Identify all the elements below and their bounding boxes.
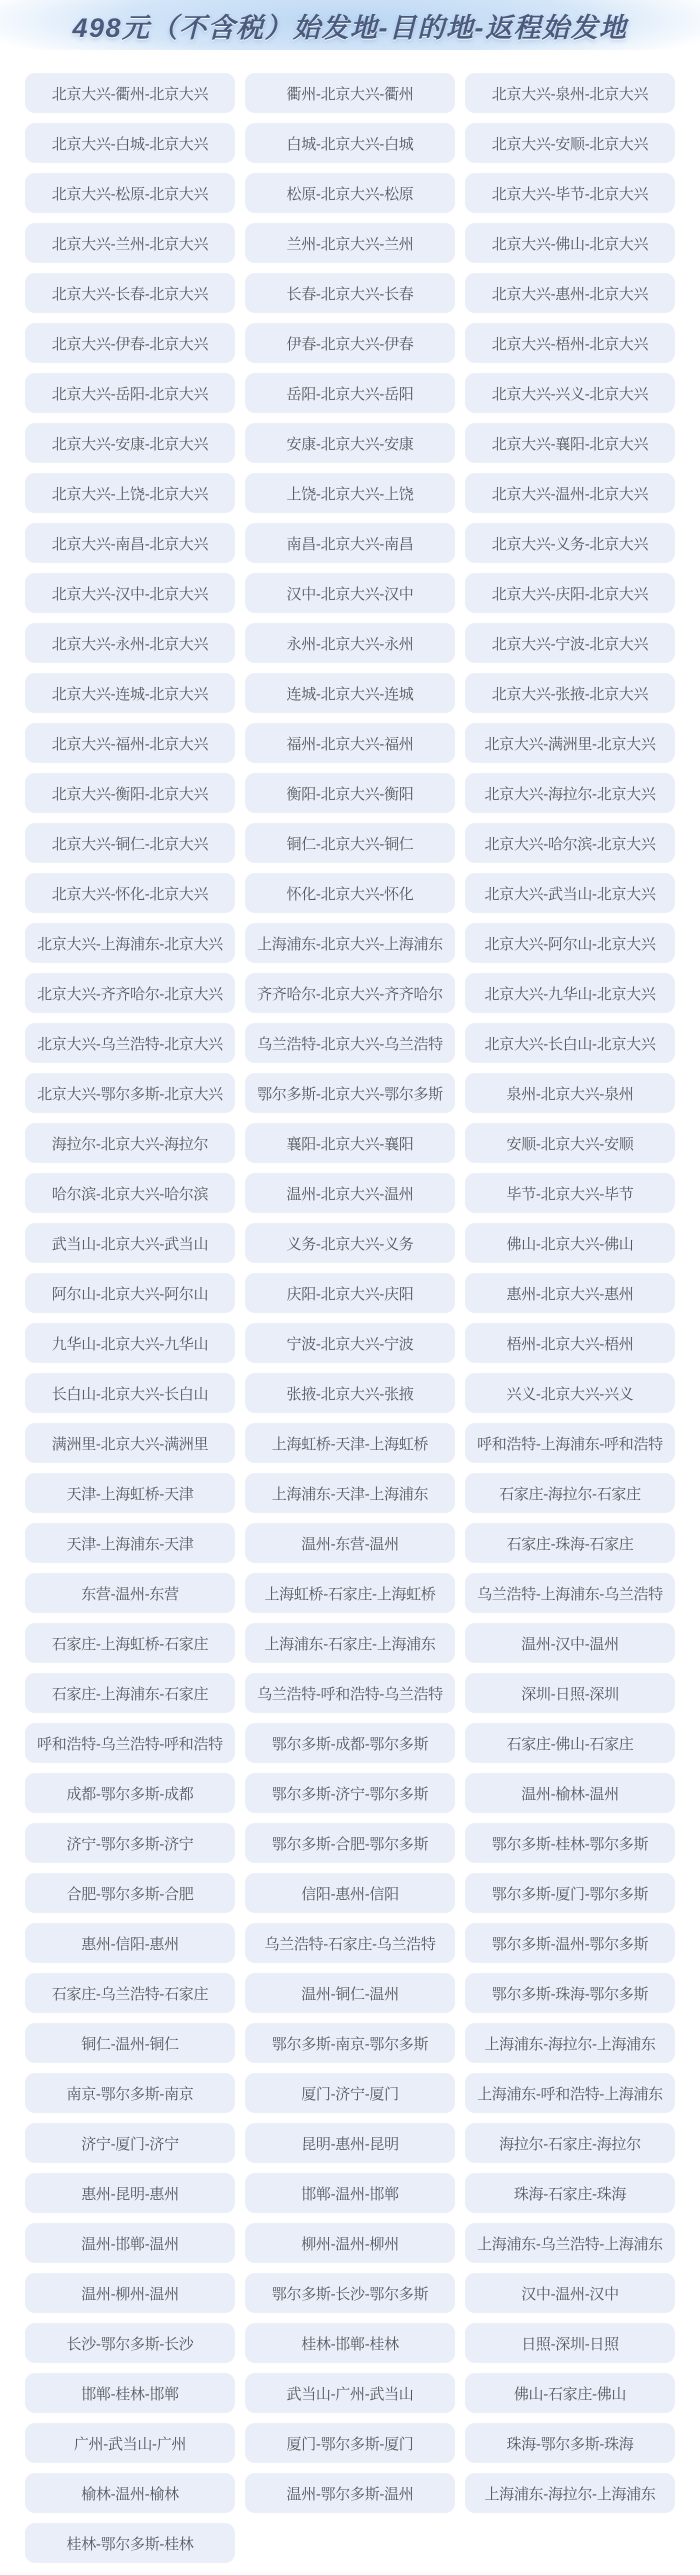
route-chip[interactable]: 海拉尔-石家庄-海拉尔 [465, 2123, 675, 2163]
route-chip[interactable]: 北京大兴-海拉尔-北京大兴 [465, 773, 675, 813]
route-chip[interactable]: 石家庄-佛山-石家庄 [465, 1723, 675, 1763]
route-chip[interactable]: 济宁-鄂尔多斯-济宁 [25, 1823, 235, 1863]
route-chip[interactable]: 温州-鄂尔多斯-温州 [245, 2473, 455, 2513]
route-chip[interactable]: 九华山-北京大兴-九华山 [25, 1323, 235, 1363]
route-chip[interactable]: 毕节-北京大兴-毕节 [465, 1173, 675, 1213]
route-chip[interactable]: 桂林-鄂尔多斯-桂林 [25, 2523, 235, 2563]
route-chip[interactable]: 长白山-北京大兴-长白山 [25, 1373, 235, 1413]
route-chip[interactable]: 上海虹桥-石家庄-上海虹桥 [245, 1573, 455, 1613]
route-chip[interactable]: 齐齐哈尔-北京大兴-齐齐哈尔 [245, 973, 455, 1013]
route-chip[interactable]: 成都-鄂尔多斯-成都 [25, 1773, 235, 1813]
route-chip[interactable]: 北京大兴-衡阳-北京大兴 [25, 773, 235, 813]
route-chip[interactable]: 石家庄-上海浦东-石家庄 [25, 1673, 235, 1713]
route-chip[interactable]: 北京大兴-伊春-北京大兴 [25, 323, 235, 363]
route-chip[interactable]: 广州-武当山-广州 [25, 2423, 235, 2463]
route-chip[interactable]: 乌兰浩特-上海浦东-乌兰浩特 [465, 1573, 675, 1613]
route-chip[interactable]: 北京大兴-梧州-北京大兴 [465, 323, 675, 363]
route-chip[interactable]: 阿尔山-北京大兴-阿尔山 [25, 1273, 235, 1313]
route-chip[interactable]: 鄂尔多斯-长沙-鄂尔多斯 [245, 2273, 455, 2313]
promo-header-banner [0, 0, 700, 50]
route-chip[interactable]: 北京大兴-白城-北京大兴 [25, 123, 235, 163]
route-chip[interactable]: 天津-上海虹桥-天津 [25, 1473, 235, 1513]
route-chip[interactable]: 义务-北京大兴-义务 [245, 1223, 455, 1263]
route-chip[interactable]: 连城-北京大兴-连城 [245, 673, 455, 713]
route-chip[interactable]: 合肥-鄂尔多斯-合肥 [25, 1873, 235, 1913]
route-chip[interactable]: 北京大兴-安顺-北京大兴 [465, 123, 675, 163]
route-chip[interactable]: 汉中-温州-汉中 [465, 2273, 675, 2313]
route-chip[interactable]: 福州-北京大兴-福州 [245, 723, 455, 763]
route-chip[interactable]: 安康-北京大兴-安康 [245, 423, 455, 463]
route-chip[interactable]: 惠州-北京大兴-惠州 [465, 1273, 675, 1313]
route-chip[interactable]: 日照-深圳-日照 [465, 2323, 675, 2363]
route-chip[interactable]: 长春-北京大兴-长春 [245, 273, 455, 313]
route-chip[interactable]: 北京大兴-武当山-北京大兴 [465, 873, 675, 913]
route-chip[interactable]: 白城-北京大兴-白城 [245, 123, 455, 163]
route-chip[interactable]: 衡阳-北京大兴-衡阳 [245, 773, 455, 813]
route-chip[interactable]: 鄂尔多斯-成都-鄂尔多斯 [245, 1723, 455, 1763]
route-chip[interactable]: 北京大兴-泉州-北京大兴 [465, 73, 675, 113]
route-chip[interactable]: 北京大兴-佛山-北京大兴 [465, 223, 675, 263]
route-chip[interactable]: 鄂尔多斯-济宁-鄂尔多斯 [245, 1773, 455, 1813]
route-chip[interactable]: 北京大兴-满洲里-北京大兴 [465, 723, 675, 763]
route-chip[interactable]: 北京大兴-阿尔山-北京大兴 [465, 923, 675, 963]
route-chip[interactable]: 上海浦东-北京大兴-上海浦东 [245, 923, 455, 963]
route-chip[interactable]: 石家庄-珠海-石家庄 [465, 1523, 675, 1563]
route-chip[interactable]: 惠州-昆明-惠州 [25, 2173, 235, 2213]
route-chip[interactable]: 昆明-惠州-昆明 [245, 2123, 455, 2163]
route-chip[interactable]: 乌兰浩特-北京大兴-乌兰浩特 [245, 1023, 455, 1063]
route-chip[interactable]: 石家庄-海拉尔-石家庄 [465, 1473, 675, 1513]
route-chip[interactable]: 深圳-日照-深圳 [465, 1673, 675, 1713]
route-chip[interactable]: 铜仁-北京大兴-铜仁 [245, 823, 455, 863]
route-chip[interactable]: 鄂尔多斯-合肥-鄂尔多斯 [245, 1823, 455, 1863]
route-chip[interactable]: 呼和浩特-乌兰浩特-呼和浩特 [25, 1723, 235, 1763]
route-chip[interactable]: 济宁-厦门-济宁 [25, 2123, 235, 2163]
route-chip[interactable]: 温州-邯郸-温州 [25, 2223, 235, 2263]
route-chip[interactable]: 松原-北京大兴-松原 [245, 173, 455, 213]
route-chip[interactable]: 石家庄-乌兰浩特-石家庄 [25, 1973, 235, 2013]
route-chip[interactable]: 佛山-石家庄-佛山 [465, 2373, 675, 2413]
route-chip[interactable]: 北京大兴-安康-北京大兴 [25, 423, 235, 463]
route-chip[interactable]: 鄂尔多斯-温州-鄂尔多斯 [465, 1923, 675, 1963]
route-chip[interactable]: 永州-北京大兴-永州 [245, 623, 455, 663]
route-chip[interactable]: 张掖-北京大兴-张掖 [245, 1373, 455, 1413]
route-chip[interactable]: 呼和浩特-上海浦东-呼和浩特 [465, 1423, 675, 1463]
route-chip[interactable]: 北京大兴-福州-北京大兴 [25, 723, 235, 763]
route-chip[interactable]: 北京大兴-九华山-北京大兴 [465, 973, 675, 1013]
route-chip[interactable]: 上海浦东-天津-上海浦东 [245, 1473, 455, 1513]
route-chip[interactable]: 北京大兴-上饶-北京大兴 [25, 473, 235, 513]
route-chip[interactable]: 怀化-北京大兴-怀化 [245, 873, 455, 913]
route-chip[interactable]: 鄂尔多斯-珠海-鄂尔多斯 [465, 1973, 675, 2013]
route-chip[interactable]: 北京大兴-怀化-北京大兴 [25, 873, 235, 913]
route-chip[interactable]: 上海浦东-海拉尔-上海浦东 [465, 2473, 675, 2513]
route-chip[interactable]: 温州-铜仁-温州 [245, 1973, 455, 2013]
route-chip[interactable]: 北京大兴-温州-北京大兴 [465, 473, 675, 513]
route-chip[interactable]: 信阳-惠州-信阳 [245, 1873, 455, 1913]
route-chip[interactable]: 厦门-济宁-厦门 [245, 2073, 455, 2113]
route-chip[interactable]: 满洲里-北京大兴-满洲里 [25, 1423, 235, 1463]
route-chip[interactable]: 石家庄-上海虹桥-石家庄 [25, 1623, 235, 1663]
route-chip[interactable]: 北京大兴-汉中-北京大兴 [25, 573, 235, 613]
route-chip[interactable]: 宁波-北京大兴-宁波 [245, 1323, 455, 1363]
route-chip[interactable]: 桂林-邯郸-桂林 [245, 2323, 455, 2363]
route-chip[interactable]: 鄂尔多斯-桂林-鄂尔多斯 [465, 1823, 675, 1863]
route-chip[interactable]: 鄂尔多斯-南京-鄂尔多斯 [245, 2023, 455, 2063]
route-chip[interactable]: 榆林-温州-榆林 [25, 2473, 235, 2513]
route-chip[interactable]: 北京大兴-庆阳-北京大兴 [465, 573, 675, 613]
route-chip[interactable]: 鄂尔多斯-厦门-鄂尔多斯 [465, 1873, 675, 1913]
route-chip[interactable]: 北京大兴-铜仁-北京大兴 [25, 823, 235, 863]
route-chip[interactable]: 衢州-北京大兴-衢州 [245, 73, 455, 113]
route-chip[interactable]: 汉中-北京大兴-汉中 [245, 573, 455, 613]
route-chip[interactable]: 海拉尔-北京大兴-海拉尔 [25, 1123, 235, 1163]
route-chip[interactable]: 伊春-北京大兴-伊春 [245, 323, 455, 363]
route-chip[interactable]: 珠海-鄂尔多斯-珠海 [465, 2423, 675, 2463]
route-chip[interactable]: 上海浦东-呼和浩特-上海浦东 [465, 2073, 675, 2113]
route-chip[interactable]: 北京大兴-松原-北京大兴 [25, 173, 235, 213]
route-chip[interactable]: 北京大兴-鄂尔多斯-北京大兴 [25, 1073, 235, 1113]
route-chip[interactable]: 上海虹桥-天津-上海虹桥 [245, 1423, 455, 1463]
route-chip[interactable]: 兴义-北京大兴-兴义 [465, 1373, 675, 1413]
route-chip[interactable]: 襄阳-北京大兴-襄阳 [245, 1123, 455, 1163]
route-chip[interactable]: 北京大兴-兰州-北京大兴 [25, 223, 235, 263]
route-chip[interactable]: 北京大兴-哈尔滨-北京大兴 [465, 823, 675, 863]
route-chip[interactable]: 邯郸-桂林-邯郸 [25, 2373, 235, 2413]
route-chip[interactable]: 上海浦东-乌兰浩特-上海浦东 [465, 2223, 675, 2263]
route-chip[interactable]: 温州-榆林-温州 [465, 1773, 675, 1813]
route-chip[interactable]: 温州-东营-温州 [245, 1523, 455, 1563]
route-chip[interactable]: 北京大兴-襄阳-北京大兴 [465, 423, 675, 463]
route-chip[interactable]: 武当山-北京大兴-武当山 [25, 1223, 235, 1263]
route-chip[interactable]: 庆阳-北京大兴-庆阳 [245, 1273, 455, 1313]
route-chip[interactable]: 北京大兴-上海浦东-北京大兴 [25, 923, 235, 963]
route-chip[interactable]: 上饶-北京大兴-上饶 [245, 473, 455, 513]
route-chip[interactable]: 北京大兴-齐齐哈尔-北京大兴 [25, 973, 235, 1013]
route-chip[interactable]: 兰州-北京大兴-兰州 [245, 223, 455, 263]
route-chip[interactable]: 北京大兴-衢州-北京大兴 [25, 73, 235, 113]
route-grid [0, 50, 700, 2575]
route-chip[interactable]: 温州-北京大兴-温州 [245, 1173, 455, 1213]
route-chip[interactable]: 北京大兴-宁波-北京大兴 [465, 623, 675, 663]
route-chip[interactable]: 北京大兴-永州-北京大兴 [25, 623, 235, 663]
route-chip[interactable]: 邯郸-温州-邯郸 [245, 2173, 455, 2213]
route-chip[interactable]: 珠海-石家庄-珠海 [465, 2173, 675, 2213]
route-chip[interactable]: 鄂尔多斯-北京大兴-鄂尔多斯 [245, 1073, 455, 1113]
route-chip[interactable]: 岳阳-北京大兴-岳阳 [245, 373, 455, 413]
route-chip[interactable]: 北京大兴-连城-北京大兴 [25, 673, 235, 713]
route-chip[interactable]: 东营-温州-东营 [25, 1573, 235, 1613]
route-chip[interactable]: 北京大兴-毕节-北京大兴 [465, 173, 675, 213]
route-chip[interactable]: 南昌-北京大兴-南昌 [245, 523, 455, 563]
route-chip[interactable]: 北京大兴-岳阳-北京大兴 [25, 373, 235, 413]
route-chip[interactable]: 北京大兴-南昌-北京大兴 [25, 523, 235, 563]
route-chip[interactable]: 温州-汉中-温州 [465, 1623, 675, 1663]
route-chip[interactable]: 上海浦东-石家庄-上海浦东 [245, 1623, 455, 1663]
route-chip[interactable]: 北京大兴-兴义-北京大兴 [465, 373, 675, 413]
route-chip[interactable]: 乌兰浩特-呼和浩特-乌兰浩特 [245, 1673, 455, 1713]
route-chip[interactable]: 北京大兴-惠州-北京大兴 [465, 273, 675, 313]
route-chip[interactable]: 北京大兴-张掖-北京大兴 [465, 673, 675, 713]
route-chip[interactable]: 佛山-北京大兴-佛山 [465, 1223, 675, 1263]
route-chip[interactable]: 柳州-温州-柳州 [245, 2223, 455, 2263]
route-chip[interactable]: 铜仁-温州-铜仁 [25, 2023, 235, 2063]
route-chip[interactable]: 梧州-北京大兴-梧州 [465, 1323, 675, 1363]
page-title: 498元（不含税）始发地-目的地-返程始发地 [72, 12, 628, 43]
route-chip[interactable]: 北京大兴-长春-北京大兴 [25, 273, 235, 313]
route-chip[interactable]: 厦门-鄂尔多斯-厦门 [245, 2423, 455, 2463]
route-chip[interactable]: 惠州-信阳-惠州 [25, 1923, 235, 1963]
route-chip[interactable]: 温州-柳州-温州 [25, 2273, 235, 2313]
route-chip[interactable]: 长沙-鄂尔多斯-长沙 [25, 2323, 235, 2363]
route-chip[interactable]: 安顺-北京大兴-安顺 [465, 1123, 675, 1163]
route-chip[interactable]: 北京大兴-长白山-北京大兴 [465, 1023, 675, 1063]
route-chip[interactable]: 泉州-北京大兴-泉州 [465, 1073, 675, 1113]
route-chip[interactable]: 武当山-广州-武当山 [245, 2373, 455, 2413]
route-chip[interactable]: 北京大兴-乌兰浩特-北京大兴 [25, 1023, 235, 1063]
route-chip[interactable]: 上海浦东-海拉尔-上海浦东 [465, 2023, 675, 2063]
route-chip[interactable]: 南京-鄂尔多斯-南京 [25, 2073, 235, 2113]
route-chip[interactable]: 天津-上海浦东-天津 [25, 1523, 235, 1563]
route-chip[interactable]: 哈尔滨-北京大兴-哈尔滨 [25, 1173, 235, 1213]
route-chip[interactable]: 北京大兴-义务-北京大兴 [465, 523, 675, 563]
route-chip[interactable]: 乌兰浩特-石家庄-乌兰浩特 [245, 1923, 455, 1963]
